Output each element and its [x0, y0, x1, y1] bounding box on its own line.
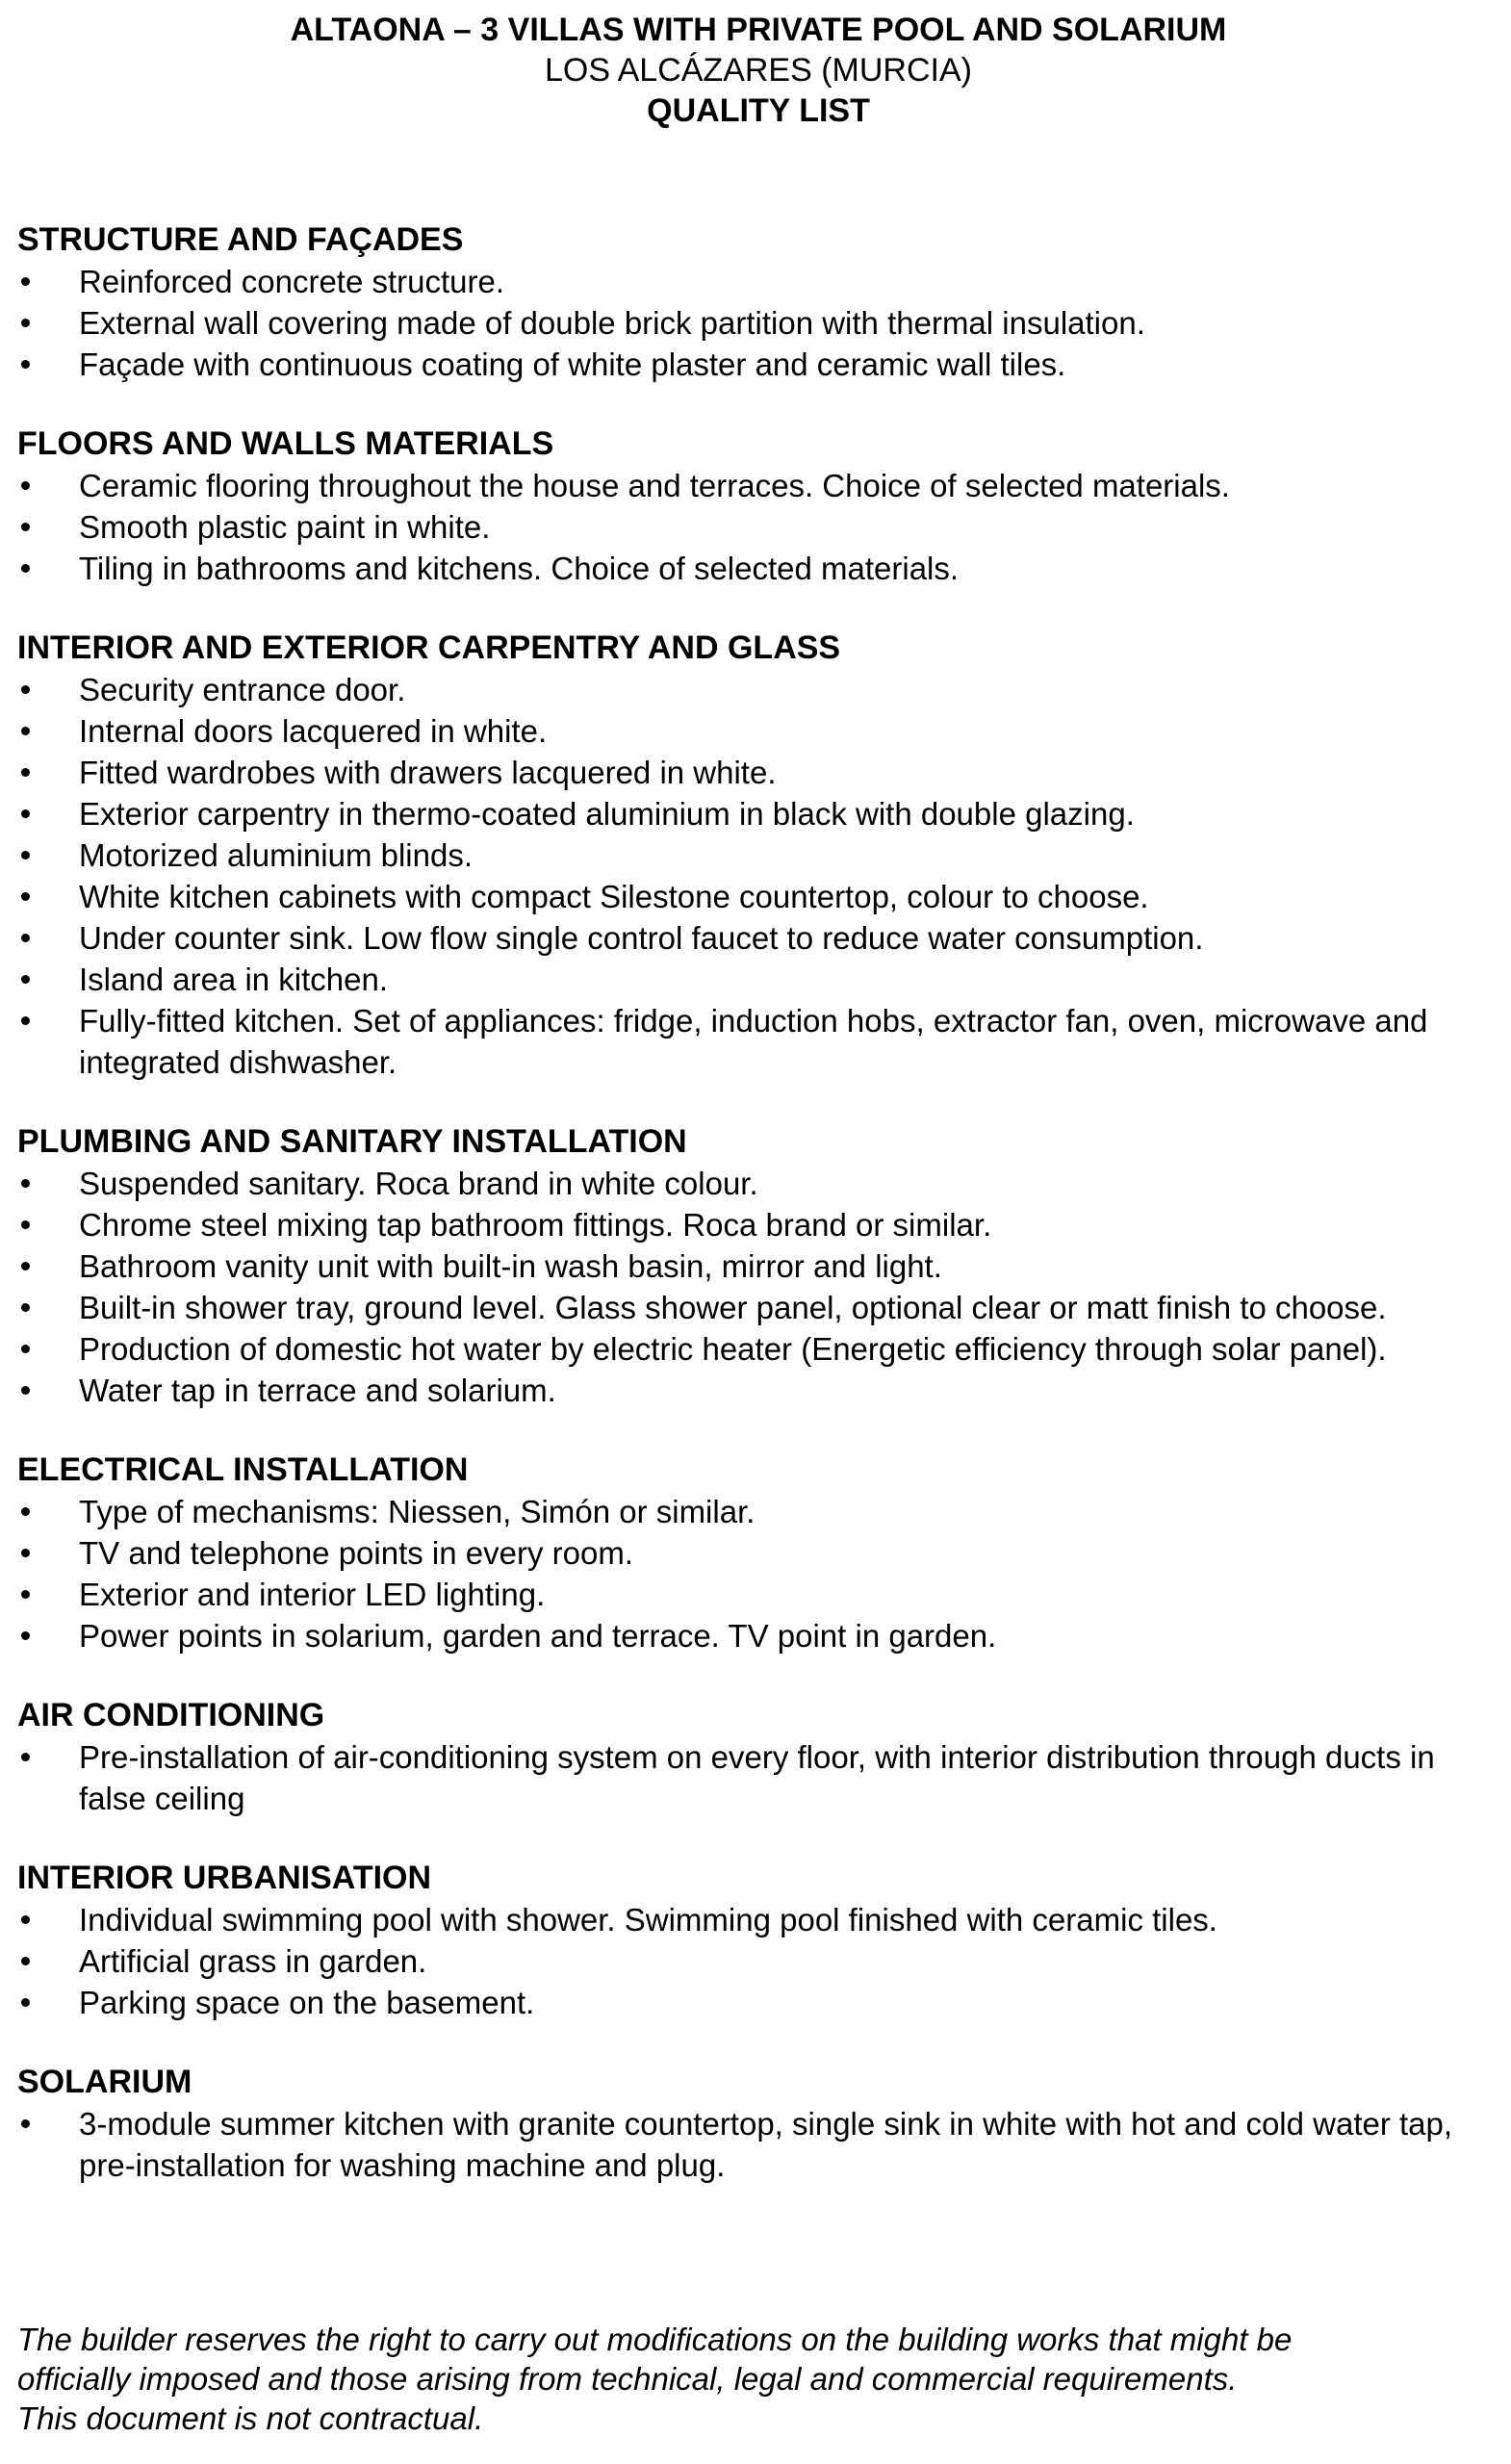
disclaimer-line: The builder reserves the right to carry out modifications on the building works that might be	[17, 2322, 1293, 2357]
section-title: INTERIOR URBANISATION	[17, 1860, 432, 1896]
list-item	[17, 465, 1499, 506]
list-item	[17, 834, 1499, 876]
bullet-icon	[21, 975, 30, 984]
list-item	[17, 959, 1499, 1000]
quality-sections	[17, 219, 1499, 2186]
bullet-icon	[21, 1753, 30, 1761]
bullet-icon	[21, 851, 30, 860]
list-item-text: 3-module summer kitchen with granite countertop, single sink in white with hot and cold water tap, pre-installation for washing machine and plug.	[79, 2106, 1453, 2183]
list-item	[17, 506, 1499, 548]
list-item	[17, 1532, 1499, 1574]
list-item-text: Reinforced concrete structure.	[79, 264, 505, 299]
bullet-list	[17, 1491, 1499, 1656]
bullet-icon	[21, 809, 30, 818]
list-item-text: Power points in solarium, garden and terrace. TV point in garden.	[79, 1618, 997, 1654]
bullet-icon	[21, 523, 30, 531]
section	[17, 219, 1499, 385]
list-item-text: Tiling in bathrooms and kitchens. Choice of selected materials.	[79, 551, 960, 586]
list-item	[17, 1574, 1499, 1615]
bullet-icon	[21, 1915, 30, 1924]
bullet-icon	[21, 1345, 30, 1353]
bullet-icon	[21, 934, 30, 942]
section	[17, 628, 1499, 1083]
bullet-icon	[21, 1179, 30, 1188]
bullet-icon	[21, 481, 30, 490]
bullet-icon	[21, 1507, 30, 1516]
bullet-icon	[21, 1957, 30, 1965]
list-item-text: Fitted wardrobes with drawers lacquered in white.	[79, 755, 777, 790]
list-item-text: Parking space on the basement.	[79, 1985, 535, 2020]
list-item	[17, 876, 1499, 917]
document-header	[0, 10, 1499, 131]
bullet-icon	[21, 1998, 30, 2007]
list-item	[17, 1000, 1499, 1083]
bullet-icon	[21, 1220, 30, 1229]
bullet-icon	[21, 727, 30, 735]
bullet-list	[17, 1899, 1499, 2023]
list-item	[17, 1287, 1499, 1328]
list-item-text: Under counter sink. Low flow single control faucet to reduce water consumption.	[79, 920, 1204, 956]
disclaimer	[17, 2320, 1480, 2438]
section	[17, 1450, 1499, 1656]
bullet-list	[17, 1163, 1499, 1411]
disclaimer-line: This document is not contractual.	[17, 2400, 484, 2436]
document-subtitle: QUALITY LIST	[647, 92, 870, 129]
bullet-icon	[21, 1386, 30, 1395]
bullet-list	[17, 465, 1499, 589]
list-item-text: Type of mechanisms: Niessen, Simón or similar.	[79, 1494, 756, 1529]
list-item-text: Façade with continuous coating of white plaster and ceramic wall tiles.	[79, 346, 1066, 382]
list-item-text: Suspended sanitary. Roca brand in white colour.	[79, 1166, 758, 1201]
list-item	[17, 1245, 1499, 1287]
section-title: ELECTRICAL INSTALLATION	[17, 1451, 469, 1488]
list-item-text: Built-in shower tray, ground level. Glass shower panel, optional clear or matt finish to choose.	[79, 1290, 1387, 1325]
list-item-text: Motorized aluminium blinds.	[79, 837, 474, 873]
bullet-list	[17, 1736, 1499, 1819]
section-title: PLUMBING AND SANITARY INSTALLATION	[17, 1123, 687, 1160]
list-item-text: Production of domestic hot water by electric heater (Energetic efficiency through solar panel).	[79, 1331, 1387, 1367]
list-item	[17, 1328, 1499, 1370]
list-item-text: Exterior and interior LED lighting.	[79, 1577, 546, 1612]
list-item	[17, 1163, 1499, 1204]
list-item	[17, 1982, 1499, 2023]
list-item-text: Individual swimming pool with shower. Swimming pool finished with ceramic tiles.	[79, 1902, 1217, 1938]
document-title: ALTAONA – 3 VILLAS WITH PRIVATE POOL AND SOLARIUM	[290, 12, 1227, 48]
list-item-text: External wall covering made of double brick partition with thermal insulation.	[79, 305, 1145, 341]
section-title: FLOORS AND WALLS MATERIALS	[17, 425, 554, 462]
bullet-icon	[21, 892, 30, 901]
bullet-icon	[21, 768, 30, 777]
list-item	[17, 669, 1499, 710]
list-item	[17, 261, 1499, 302]
list-item	[17, 1491, 1499, 1532]
bullet-icon	[21, 277, 30, 286]
list-item	[17, 752, 1499, 793]
list-item	[17, 1940, 1499, 1982]
list-item	[17, 1736, 1499, 1819]
section-title: STRUCTURE AND FAÇADES	[17, 221, 464, 258]
bullet-icon	[21, 1631, 30, 1640]
bullet-list	[17, 2103, 1499, 2186]
list-item-text: Bathroom vanity unit with built-in wash basin, mirror and light.	[79, 1248, 942, 1284]
list-item-text: Exterior carpentry in thermo-coated aluminium in black with double glazing.	[79, 796, 1135, 832]
bullet-icon	[21, 1549, 30, 1557]
list-item	[17, 2103, 1499, 2186]
list-item-text: Smooth plastic paint in white.	[79, 509, 491, 545]
list-item	[17, 302, 1499, 344]
list-item	[17, 793, 1499, 834]
document-page	[17, 10, 1499, 2224]
list-item-text: Water tap in terrace and solarium.	[79, 1373, 556, 1408]
list-item	[17, 1204, 1499, 1245]
bullet-icon	[21, 360, 30, 369]
list-item	[17, 1615, 1499, 1656]
section	[17, 1121, 1499, 1411]
section	[17, 1858, 1499, 2023]
section-title: SOLARIUM	[17, 2064, 192, 2100]
list-item	[17, 1899, 1499, 1940]
list-item-text: Internal doors lacquered in white.	[79, 713, 548, 749]
list-item-text: Pre-installation of air-conditioning system on every floor, with interior distribution through ducts in false ceiling	[79, 1739, 1435, 1816]
list-item-text: Island area in kitchen.	[79, 962, 389, 997]
section	[17, 424, 1499, 589]
list-item	[17, 1370, 1499, 1411]
list-item	[17, 710, 1499, 752]
bullet-icon	[21, 2119, 30, 2128]
section-title: INTERIOR AND EXTERIOR CARPENTRY AND GLASS	[17, 629, 841, 666]
document-location: LOS ALCÁZARES (MURCIA)	[545, 52, 972, 89]
bullet-list	[17, 261, 1499, 385]
bullet-list	[17, 669, 1499, 1083]
list-item-text: Chrome steel mixing tap bathroom fittings. Roca brand or similar.	[79, 1207, 992, 1243]
bullet-icon	[21, 564, 30, 573]
list-item-text: White kitchen cabinets with compact Silestone countertop, colour to choose.	[79, 879, 1149, 914]
list-item-text: TV and telephone points in every room.	[79, 1535, 634, 1571]
list-item	[17, 548, 1499, 589]
bullet-icon	[21, 319, 30, 327]
bullet-icon	[21, 685, 30, 694]
section	[17, 2062, 1499, 2186]
list-item-text: Security entrance door.	[79, 672, 406, 707]
bullet-icon	[21, 1303, 30, 1312]
bullet-icon	[21, 1590, 30, 1599]
section	[17, 1695, 1499, 1819]
list-item	[17, 917, 1499, 959]
list-item	[17, 344, 1499, 385]
list-item-text: Ceramic flooring throughout the house and terraces. Choice of selected materials.	[79, 468, 1230, 503]
list-item-text: Artificial grass in garden.	[79, 1943, 427, 1979]
disclaimer-line: officially imposed and those arising from technical, legal and commercial requirements.	[17, 2361, 1238, 2397]
section-title: AIR CONDITIONING	[17, 1697, 325, 1733]
bullet-icon	[21, 1016, 30, 1025]
list-item-text: Fully-fitted kitchen. Set of appliances: fridge, induction hobs, extractor fan, oven, microwave and integrated dishwasher.	[79, 1003, 1428, 1080]
bullet-icon	[21, 1262, 30, 1270]
